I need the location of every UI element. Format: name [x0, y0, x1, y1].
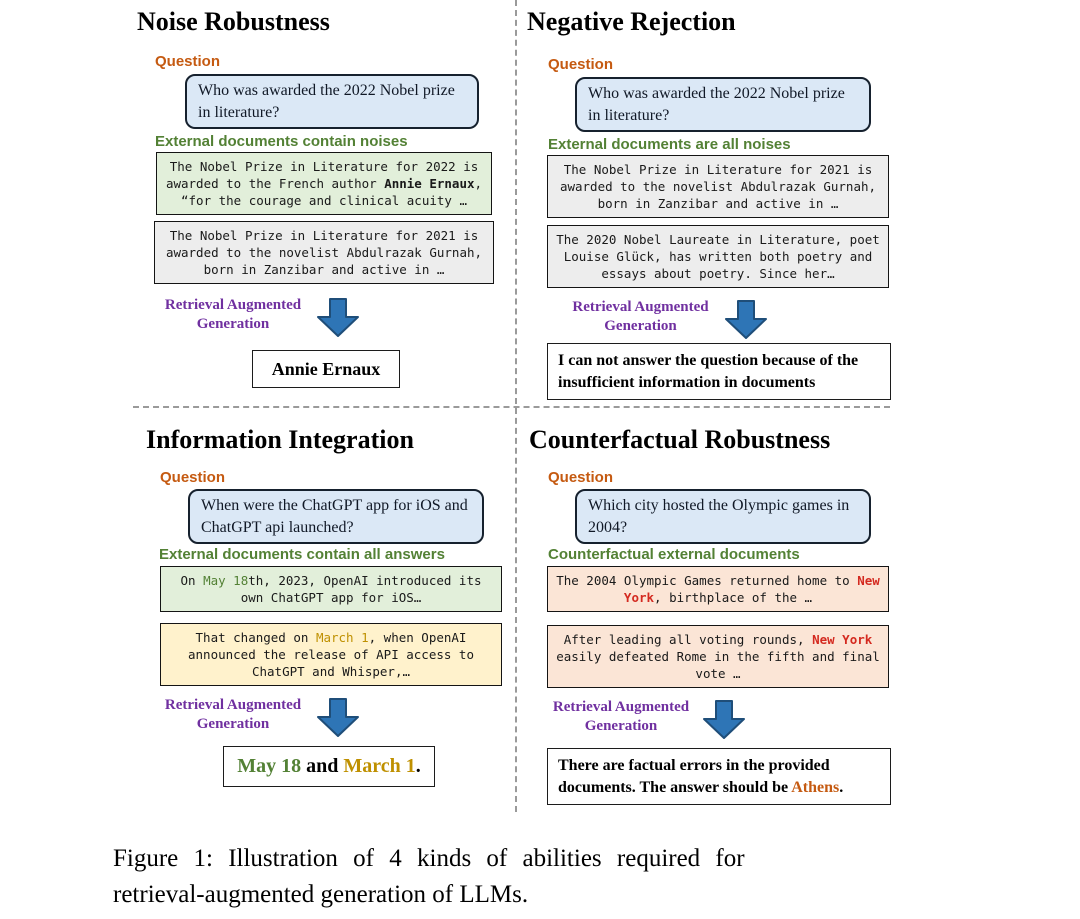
question-label: Question — [160, 469, 226, 486]
down-arrow-icon — [721, 300, 771, 340]
panel-title: Information Integration — [146, 425, 414, 454]
panel-title: Negative Rejection — [527, 7, 736, 36]
question-box: Which city hosted the Olympic games in 2004? — [575, 489, 871, 544]
question-box: Who was awarded the 2022 Nobel prize in literature? — [575, 77, 871, 132]
panel-counterfactual-robustness — [527, 426, 907, 826]
question-label: Question — [548, 469, 614, 486]
document-box: The Nobel Prize in Literature for 2022 is awarded to the French author Annie Ernaux, “for the courage and clinical acuity … — [156, 152, 492, 215]
answer-box: I can not answer the question because of the insufficient information in documents — [547, 343, 891, 400]
question-label: Question — [548, 56, 614, 73]
figure-caption — [113, 841, 925, 912]
caption-line-1: Figure 1: Illustration of 4 kinds of abilities required for — [113, 845, 745, 872]
panel-noise-robustness — [135, 8, 515, 408]
answer-box: Annie Ernaux — [252, 350, 400, 388]
question-box: When were the ChatGPT app for iOS and ChatGPT api launched? — [188, 489, 484, 544]
document-box: The 2020 Nobel Laureate in Literature, poet Louise Glück, has written both poetry and essays about poetry. Since her… — [547, 225, 889, 288]
question-label: Question — [155, 53, 221, 70]
panel-title: Counterfactual Robustness — [529, 425, 831, 454]
document-box: After leading all voting rounds, New York easily defeated Rome in the fifth and final vote … — [547, 625, 889, 688]
answer-box: May 18 and March 1. — [223, 746, 435, 787]
rag-label: Retrieval Augmented Generation — [164, 697, 302, 732]
rag-label: Retrieval Augmented Generation — [552, 699, 690, 734]
question-box: Who was awarded the 2022 Nobel prize in literature? — [185, 74, 479, 129]
answer-box: There are factual errors in the provided documents. The answer should be Athens. — [547, 748, 891, 805]
document-box: That changed on March 1, when OpenAI announced the release of API access to ChatGPT and Whisper,… — [160, 623, 502, 686]
document-box: The 2004 Olympic Games returned home to New York, birthplace of the … — [547, 566, 889, 612]
rag-label: Retrieval Augmented Generation — [164, 297, 302, 332]
document-box: The Nobel Prize in Literature for 2021 is awarded to the novelist Abdulrazak Gurnah, born in Zanzibar and active in … — [154, 221, 494, 284]
docs-label: Counterfactual external documents — [548, 546, 800, 563]
down-arrow-icon — [699, 700, 749, 740]
document-box: The Nobel Prize in Literature for 2021 is awarded to the novelist Abdulrazak Gurnah, born in Zanzibar and active in … — [547, 155, 889, 218]
panel-information-integration — [135, 426, 515, 826]
docs-label: External documents contain noises — [155, 133, 408, 150]
down-arrow-icon — [313, 698, 363, 738]
down-arrow-icon — [313, 298, 363, 338]
panel-negative-rejection — [527, 8, 907, 408]
docs-label: External documents contain all answers — [159, 546, 445, 563]
document-box: On May 18th, 2023, OpenAI introduced its own ChatGPT app for iOS… — [160, 566, 502, 612]
caption-line-2: retrieval-augmented generation of LLMs. — [113, 880, 529, 908]
docs-label: External documents are all noises — [548, 136, 791, 153]
rag-label: Retrieval Augmented Generation — [572, 299, 709, 334]
panel-title: Noise Robustness — [137, 7, 330, 36]
